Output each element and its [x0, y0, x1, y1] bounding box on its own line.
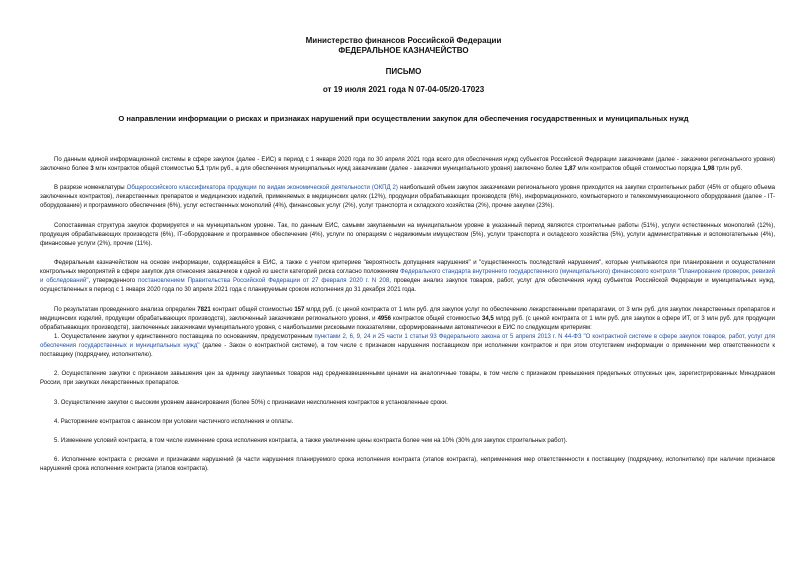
link-44-fz[interactable]: пунктами 2, 6, 9, 24 и 25 части 1 статьи 93 Федерального закона от 5 апреля 2013 г. N 44-ФЗ "О контрактной системе в сфере закупок товаров, работ, услуг для обеспечения государственных и муниципальных нужд"	[40, 333, 776, 349]
link-okpd2[interactable]: Общероссийского классификатора продукции по видам экономической деятельности (ОКПД 2)	[126, 185, 398, 192]
figure: 157	[294, 306, 305, 313]
criterion-item-1	[40, 333, 775, 360]
criterion-item-2: 2. Осуществление закупки с признаком завышения цен за единицу закупаемых товаров над средневзвешенными ценами на аналогичные товары, в том числе с признаком превышения предельных отпускных цен, зарегистрированных Минздравом России, при закупках лекарственных препаратов.	[40, 371, 775, 387]
paragraph-analysis-results	[40, 306, 775, 333]
figure: 34,5	[481, 315, 494, 322]
figure: 7821	[197, 306, 211, 313]
text: В разрезе номенклатуры	[54, 185, 127, 192]
text: млн контрактов общей стоимостью порядка	[575, 166, 703, 173]
org-treasury: ФЕДЕРАЛЬНОЕ КАЗНАЧЕЙСТВО	[338, 46, 469, 55]
text: Федеральным казначейством на основе информации, содержащейся в ЕИС, а также с учетом критериев "вероятность допущения нарушения" и "существенность последствий нарушения", которые учитываются при планировании и осуществлении контрольных мероприятий в сфере закупок для отнесения заказчиков к одной из шести категорий риска согласно положениям	[40, 260, 775, 276]
doc-body	[40, 156, 775, 484]
text: По результатам проведенного анализа определен	[54, 306, 198, 313]
text: контракт общей стоимостью	[210, 306, 295, 313]
doc-type: ПИСЬМО	[385, 67, 422, 76]
criterion-item-3: 3. Осуществление закупки с высоким уровнем авансирования (более 50%) с признаками неисполнения контрактов в установленные сроки.	[54, 399, 448, 406]
doc-date-number: от 19 июля 2021 года N 07-04-05/20-17023	[322, 85, 485, 94]
criterion-item-6: 6. Исполнение контракта с рисками и признаками нарушений (в части нарушения планируемого срока исполнения контракта (этапов контракта), неприменения мер ответственности к поставщику (подрядчику, исполнителю) при наличии признаков нарушений срока исполнения контракта (этапов контракта).	[40, 457, 775, 473]
figure: 3	[90, 166, 94, 173]
link-government-decree[interactable]: постановлением Правительства Российской Федерации от 27 февраля 2020 г. N 208	[138, 278, 390, 285]
criterion-item-5: 5. Изменение условий контракта, в том числе изменение срока исполнения контракта, а также увеличение цены контракта более чем на 10% (30% для закупок строительных работ).	[54, 437, 568, 444]
text: По данным единой информационной системы в сфере закупок (далее - ЕИС) в период с 1 января 2020 года по 30 апреля 2021 года всего для обеспечения нужд субъектов Российской Федерации заказчиками (далее - заказчики регионального уровня) заключено более	[40, 157, 775, 173]
text: наибольший объем закупок заказчиками регионального уровня приходится на закупки строительных работ (45% от общего объема заключенных контрактов), лекарственных препаратов и медицинских изделий, применяемых в медицинских целях (12%), продукции обрабатывающих производств (6%), информационного, компьютерного и телекоммуникационного оборудования (далее - IT-оборудование) и программного обеспечения (6%), услуг естественных монополий (4%), финансовых услуг (2%), услуг транспорта и складского хозяйства (2%), прочие закупки (23%).	[40, 185, 775, 210]
text: 1. Осуществление закупки у единственного поставщика по основаниям, предусмотренным	[54, 333, 315, 340]
text: , утвержденного	[88, 278, 139, 285]
figure: 1,87	[564, 166, 576, 173]
text: трлн руб., а для обеспечения муниципальных нужд заказчиками (далее - заказчики муниципального уровня) заключено более	[204, 166, 565, 173]
link-federal-standard[interactable]: Федерального стандарта внутреннего государственного (муниципального) финансового контроля "Планирование проверок, ревизий и обследований"	[40, 269, 775, 285]
criterion-item-4: 4. Расторжение контрактов с авансом при условии частичного исполнения и оплаты.	[54, 418, 294, 425]
paragraph-eis-totals	[40, 156, 775, 174]
doc-subject: О направлении информации о рисках и признаках нарушений при осуществлении закупок для обеспечения государственных и муниципальных нужд	[118, 114, 689, 123]
paragraph-risk-analysis	[40, 259, 775, 295]
paragraph-okpd-structure	[40, 184, 775, 211]
figure: 4956	[377, 315, 392, 322]
figure: 5,1	[195, 166, 205, 173]
paragraph-municipal-structure: Сопоставимая структура закупок формируется и на муниципальном уровне. Так, по данным ЕИС, самыми закупаемыми на муниципальном уровне в указанный период являются строительные работы (51%), услуги естественных монополий (12%), продукция обрабатывающих производств (6%), IT-оборудование и программное обеспечение (4%), услуги по операциям с недвижимым имуществом (5%), услуги транспорта и складского хозяйства (5%), услуги административные и вспомогательные (4%), финансовые услуги (2%), прочие (11%).	[40, 222, 775, 247]
text: трлн руб.	[714, 166, 743, 173]
text: млн контрактов общей стоимостью	[93, 166, 196, 173]
figure: 1,98	[702, 166, 715, 173]
text: контрактов общей стоимостью	[391, 315, 482, 322]
text: млрд руб. (с ценой контракта от 1 млн руб. для закупок в сфере ИТ, от 3 млн руб. для продукции обрабатывающих производств), заключенных заказчиками муниципального уровня, с наибольшими рисковыми показателями, сформированными автоматически в ЕИС по следующим критериям:	[40, 315, 776, 331]
text: (далее - Закон о контрактной системе), в том числе с признаком нарушения поставщиком при исполнении контрактов и при этом отсутствием информации о применении мер ответственности к поставщику (подрядчику, исполнителю).	[40, 342, 775, 359]
text: млрд руб. (с ценой контракта от 1 млн руб. для закупок услуг по обеспечению лекарственными препаратами, от 3 млн руб. для закупок лекарственных препаратов и медицинских изделий, продукции обрабатывающих производств), заключенный заказчиками регионального уровня, и	[40, 306, 775, 322]
text: , проведен анализ закупок товаров, работ, услуг для обеспечения нужд субъектов Российской Федерации и муниципальных нужд, осуществленных в период с 1 января 2020 года по 30 апреля 2021 года с планируемым сроком исполнения до 31 декабря 2021 года.	[40, 278, 775, 294]
org-ministry: Министерство финансов Российской Федерации	[305, 36, 502, 45]
